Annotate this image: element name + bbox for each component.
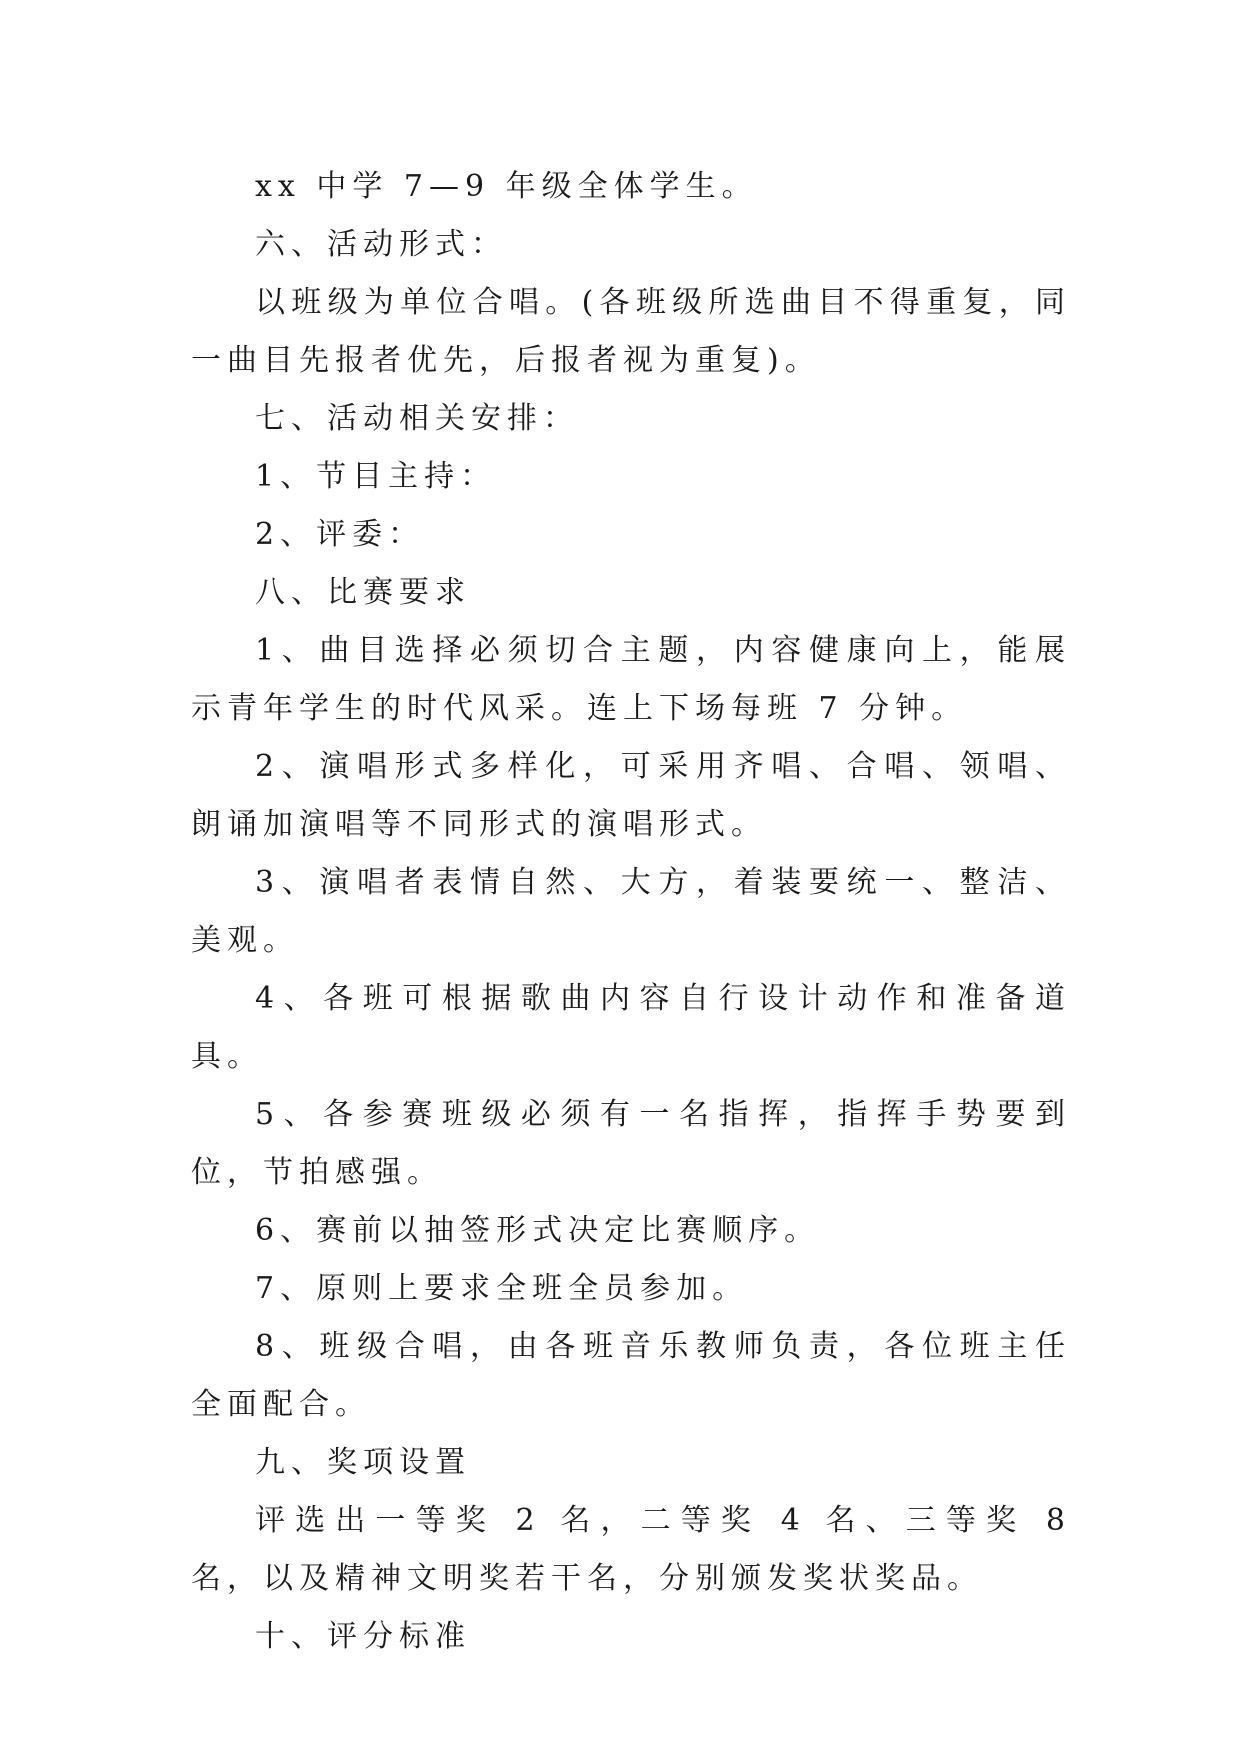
requirement-3: 3、演唱者表情自然、大方，着装要统一、整洁、美观。 [191, 865, 1071, 958]
paragraph-participants: xx 中学 7—9 年级全体学生。 [255, 169, 758, 204]
item-judges: 2、评委： [255, 517, 425, 552]
heading-activity-format: 六、活动形式： [255, 227, 507, 262]
requirement-5: 5、各参赛班级必须有一名指挥，指挥手势要到位，节拍感强。 [191, 1097, 1071, 1190]
requirement-1: 1、曲目选择必须切合主题，内容健康向上，能展示青年学生的时代风采。连上下场每班 7 分钟。 [191, 633, 1071, 726]
heading-requirements: 八、比赛要求 [255, 575, 471, 610]
item-host: 1、节目主持： [255, 459, 497, 494]
requirement-6: 6、赛前以抽签形式决定比赛顺序。 [255, 1213, 821, 1248]
heading-awards: 九、奖项设置 [255, 1445, 471, 1480]
requirement-7: 7、原则上要求全班全员参加。 [255, 1271, 749, 1306]
requirement-4: 4、各班可根据歌曲内容自行设计动作和准备道具。 [191, 981, 1071, 1074]
requirement-8: 8、班级合唱，由各班音乐教师负责，各位班主任全面配合。 [191, 1329, 1071, 1422]
paragraph-activity-format: 以班级为单位合唱。(各班级所选曲目不得重复，同一曲目先报者优先，后报者视为重复)。 [191, 285, 1071, 378]
heading-scoring: 十、评分标准 [255, 1619, 471, 1654]
document-body [191, 158, 1087, 1666]
heading-arrangements: 七、活动相关安排： [255, 401, 579, 436]
requirement-2: 2、演唱形式多样化，可采用齐唱、合唱、领唱、朗诵加演唱等不同形式的演唱形式。 [191, 749, 1071, 842]
paragraph-awards: 评选出一等奖 2 名，二等奖 4 名、三等奖 8 名，以及精神文明奖若干名，分别颁发奖状奖品。 [191, 1503, 1087, 1596]
